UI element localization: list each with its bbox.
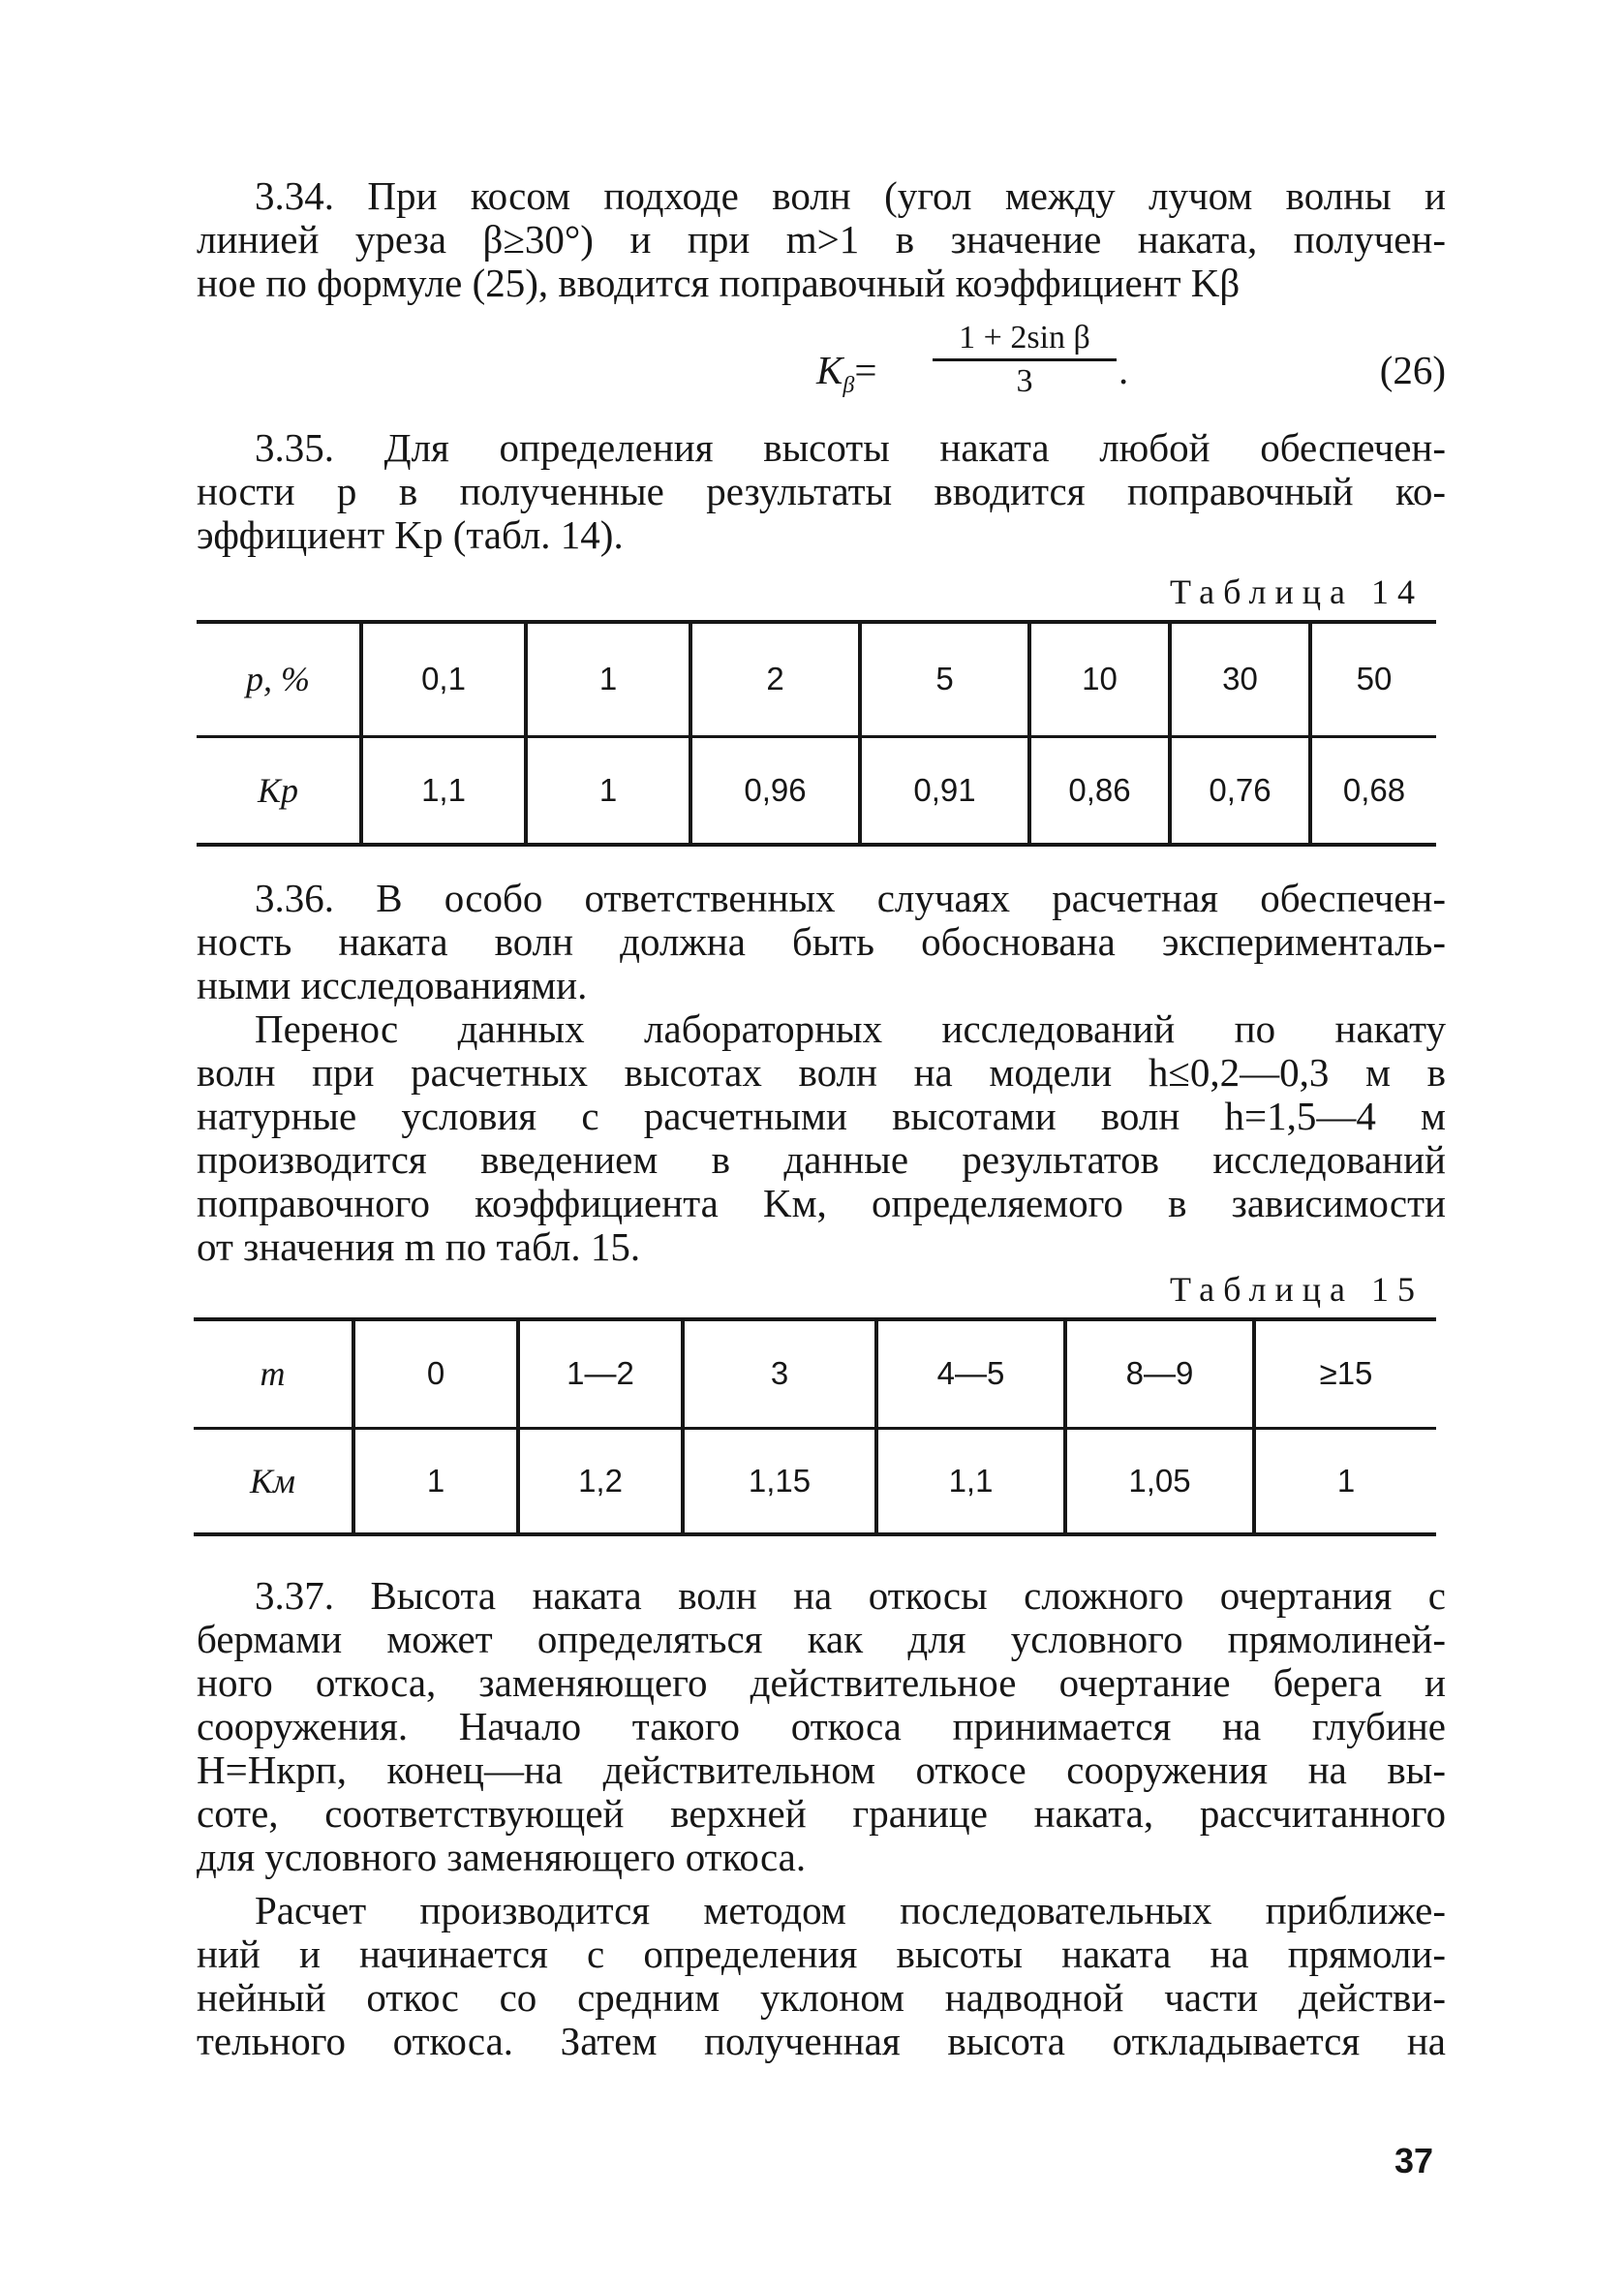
text-line: линией уреза β≥30°) и при m>1 в значение наката, получен- — [197, 217, 1446, 262]
text-line: 3.35. Для определения высоты наката любой обеспечен- — [255, 425, 1446, 470]
table-cell: 1,05 — [1065, 1428, 1254, 1534]
table-cell: 10 — [1029, 622, 1170, 736]
paragraph-3-34 — [197, 174, 1446, 305]
text-line: производится введением в данные результатов исследований — [197, 1137, 1446, 1182]
table-cell: 50 — [1310, 622, 1436, 736]
text-line: 3.34. При косом подходе волн (угол между лучом волны и — [255, 173, 1446, 218]
table-row — [194, 1319, 1436, 1428]
text-line: сооружения. Начало такого откоса принимается на глубине — [197, 1704, 1446, 1748]
table-cell: Kp — [257, 770, 298, 810]
paragraph-calculation — [197, 1889, 1446, 2063]
table-cell: 0 — [353, 1319, 518, 1428]
text-line: нейный откос со средним уклоном надводной части действи- — [197, 1975, 1446, 2020]
paragraph-3-37 — [197, 1574, 1446, 1879]
table-cell: 1 — [526, 622, 690, 736]
table-14 — [197, 620, 1436, 847]
text-line: 3.37. Высота наката волн на откосы сложного очертания с — [255, 1573, 1446, 1618]
table-row — [194, 1428, 1436, 1534]
text-line: H=Hкрп, конец—на действительном откосе сооружения на вы- — [197, 1747, 1446, 1792]
table-cell: 1,15 — [683, 1428, 876, 1534]
text-line: ное по формуле (25), вводится поправочный коэффициент Kβ — [197, 261, 1241, 305]
text-line: ными исследованиями. — [197, 963, 588, 1007]
table-cell: 0,76 — [1170, 736, 1310, 845]
table-14-caption: Таблица 14 — [1170, 572, 1424, 611]
text-line: ности p в полученные результаты вводится поправочный ко- — [197, 469, 1446, 513]
table-cell: 1—2 — [518, 1319, 683, 1428]
table-cell: 5 — [860, 622, 1029, 736]
formula-26: $K_\beta=$ $\frac{\text{1 + 2sin β}}{3}$ . (26) — [816, 320, 1446, 399]
table-cell: 8—9 — [1065, 1319, 1254, 1428]
table-cell: 1 — [353, 1428, 518, 1534]
table-cell: 2 — [690, 622, 860, 736]
text-line: волн при расчетных высотах волн на модели h≤0,2—0,3 м в — [197, 1050, 1446, 1095]
table-cell: 30 — [1170, 622, 1310, 736]
table-row — [197, 736, 1436, 845]
text-line: тельного откоса. Затем полученная высота откладывается на — [197, 2019, 1446, 2063]
text-line: 3.36. В особо ответственных случаях расчетная обеспечен- — [255, 876, 1446, 920]
text-line: ного откоса, заменяющего действительное очертание берега и — [197, 1660, 1446, 1705]
equation-number: (26) — [1379, 348, 1446, 392]
table-cell: m — [194, 1319, 353, 1428]
table-cell: ≥15 — [1254, 1319, 1436, 1428]
table-cell: 1 — [526, 736, 690, 845]
table-cell: p, % — [197, 622, 361, 736]
table-cell: 0,91 — [860, 736, 1029, 845]
table-cell: 0,86 — [1029, 736, 1170, 845]
table-cell: 0,1 — [361, 622, 526, 736]
text-line: бермами может определяться как для условного прямолиней- — [197, 1617, 1446, 1661]
table-cell: Kм — [250, 1461, 295, 1500]
table-cell: 4—5 — [876, 1319, 1065, 1428]
paragraph-3-36 — [197, 877, 1446, 1007]
text-line: ность наката волн должна быть обоснована эксперименталь- — [197, 919, 1446, 964]
text-line: Перенос данных лабораторных исследований по накату — [255, 1006, 1446, 1051]
text-line: ний и начинается с определения высоты наката на прямоли- — [197, 1932, 1446, 1976]
formula-numerator: 1 + 2sin β — [933, 320, 1117, 361]
table-cell: 0,68 — [1310, 736, 1436, 845]
text-line: от значения m по табл. 15. — [197, 1224, 641, 1269]
paragraph-transfer — [197, 1007, 1446, 1269]
text-line: эффициент Kp (табл. 14). — [197, 512, 624, 557]
text-line: соте, соответствующей верхней границе наката, рассчитанного — [197, 1791, 1446, 1836]
paragraph-3-35 — [197, 426, 1446, 557]
table-cell: 0,96 — [690, 736, 860, 845]
formula-denominator: 3 — [1016, 363, 1033, 399]
table-cell: 1,1 — [361, 736, 526, 845]
text-line: Расчет производится методом последовательных приближе- — [255, 1888, 1446, 1932]
table-row — [197, 622, 1436, 736]
text-line: для условного заменяющего откоса. — [197, 1835, 807, 1879]
table-15 — [194, 1317, 1436, 1536]
text-line: поправочного коэффициента Kм, определяемого в зависимости — [197, 1181, 1446, 1225]
page-number: 37 — [1394, 2141, 1434, 2180]
table-cell: 1 — [1254, 1428, 1436, 1534]
text-line: натурные условия с расчетными высотами волн h=1,5—4 м — [197, 1094, 1446, 1138]
table-cell: 1,1 — [876, 1428, 1065, 1534]
table-cell: 1,2 — [518, 1428, 683, 1534]
table-15-caption: Таблица 15 — [1170, 1270, 1424, 1309]
formula-fraction — [933, 320, 1117, 400]
formula-lhs: $K_\beta=$ — [816, 348, 877, 399]
table-cell: 3 — [683, 1319, 876, 1428]
